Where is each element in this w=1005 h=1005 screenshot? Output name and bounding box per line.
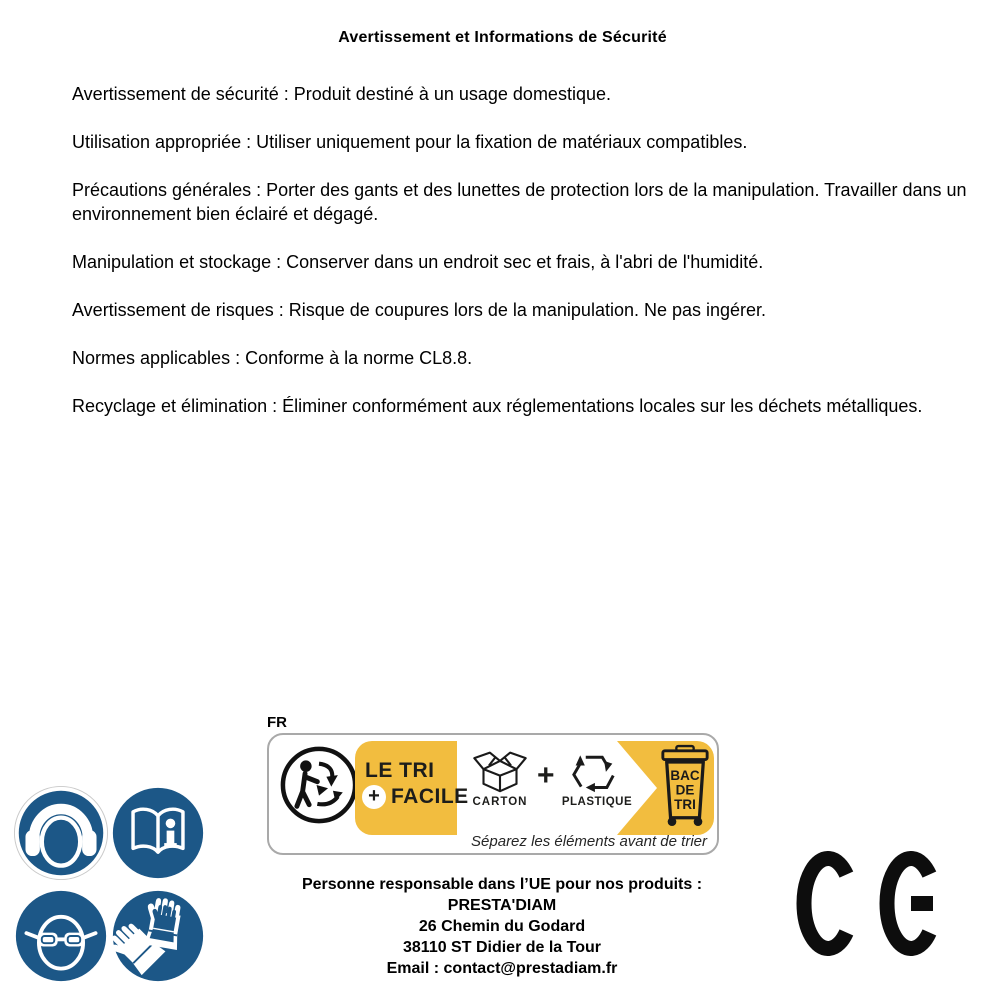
address-city: 38110 ST Didier de la Tour xyxy=(403,939,601,956)
bin-text-bac: BAC xyxy=(670,768,700,784)
read-instruction-manual-icon xyxy=(110,785,206,881)
plastic-recycle-icon xyxy=(565,749,623,793)
wear-protective-gloves-icon xyxy=(110,888,206,984)
address-street: 26 Chemin du Godard xyxy=(418,918,586,935)
country-code-label: FR xyxy=(267,714,287,731)
bin-text-tri: TRI xyxy=(674,797,696,813)
safety-paragraph: Normes applicables : Conforme à la norme CL8.8. xyxy=(72,348,473,368)
carton-box-icon xyxy=(469,749,531,793)
wear-eye-protection-icon xyxy=(13,888,109,984)
page-title: Avertissement et Informations de Sécurité xyxy=(338,29,667,46)
safety-paragraph: Avertissement de risques : Risque de coupures lors de la manipulation. Ne pas ingérer. xyxy=(72,300,767,320)
bin-text-de: DE xyxy=(675,782,695,798)
carton-label: CARTON xyxy=(472,796,528,808)
sorting-instruction: Séparez les éléments avant de trier xyxy=(471,833,707,850)
safety-paragraph: Avertissement de sécurité : Produit destiné à un usage domestique. xyxy=(72,84,611,104)
wear-ear-protection-icon xyxy=(13,785,109,881)
safety-paragraph: Manipulation et stockage : Conserver dans un endroit sec et frais, à l'abri de l'humidité. xyxy=(72,252,764,272)
contact-email: Email : contact@prestadiam.fr xyxy=(386,960,618,977)
triman-icon xyxy=(278,743,360,827)
responsible-heading: Personne responsable dans l’UE pour nos produits : xyxy=(301,876,703,893)
ce-marking-icon xyxy=(796,851,946,956)
eu-responsible-block xyxy=(252,874,752,979)
materials-plus-sign: + xyxy=(537,759,555,792)
safety-pictogram-grid xyxy=(13,785,206,984)
company-name: PRESTA'DIAM xyxy=(447,897,557,914)
safety-paragraph: Précautions générales : Porter des gants et des lunettes de protection lors de la manipulation. Travailler dans un environnement bien éclairé et dégagé. xyxy=(72,180,967,224)
plus-badge: + xyxy=(362,785,386,809)
safety-paragraph: Recyclage et élimination : Éliminer conformément aux réglementations locales sur les déchets métalliques. xyxy=(72,396,923,416)
info-tri-label xyxy=(267,733,719,855)
safety-paragraph: Utilisation appropriée : Utiliser uniquement pour la fixation de matériaux compatibles. xyxy=(72,132,748,152)
sorting-bin-icon xyxy=(659,744,711,828)
le-tri-text: LE TRI xyxy=(365,759,435,782)
plastique-label: PLASTIQUE xyxy=(561,796,633,808)
safety-text-block xyxy=(72,82,972,442)
facile-text: FACILE xyxy=(391,785,469,808)
